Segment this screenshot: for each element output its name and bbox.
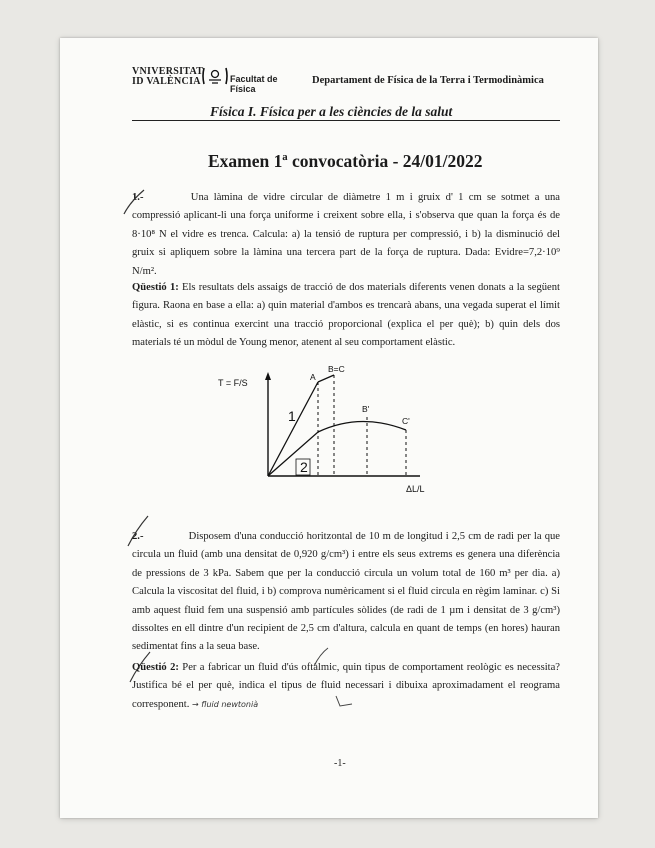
point-label-C-prime: C' xyxy=(402,416,410,426)
handwritten-check-mark-icon xyxy=(312,646,332,668)
exam-page xyxy=(60,38,598,818)
curve-1-yield xyxy=(318,375,334,382)
course-title: Física I. Física per a les ciències de la salut xyxy=(210,104,453,119)
exam-title: Examen 1ª convocatòria - 24/01/2022 xyxy=(208,151,483,171)
question-1-text: Els resultats dels assaigs de tracció de dos materials diferents venen donats a la següent figura. Raona en base a ella: a) quin material d'ambos es trencarà abans, una vegada superat el límit elàstic, si es continua exercint una tracció proporcional (explica el per què); b) quin dels dos materials té un mòdul de Young menor, atenent al seu comportament elàstic. xyxy=(132,282,560,349)
problem-2-text: Disposem d'una conducció horitzontal de 10 m de longitud i 2,5 cm de radi per la que circula un fluid (amb una densitat de 0,920 g/cm³) i entre els seus extrems es genera una diferència de pressions de 3 kPa. Sabem que per la conducció circula un volum total de 160 m³ per dia. a) Calcula la viscositat del fluid, i b) comprova numèricament si el fluid circula en règim laminar. c) Si amb aquest fluid fem una suspensió amb partícules sòlides (de radi de 1 µm i densitat de 3 g/cm³) dissoltes en ell dintre d'un recipient de 2,5 cm d'altura, calcula en quant de temps (en hores) hauran sedimentat fins a la seua base. xyxy=(132,531,561,653)
point-label-BC: B=C xyxy=(328,366,345,374)
curve-2 xyxy=(268,421,406,476)
faculty-name: Facultat de Física xyxy=(230,74,278,94)
curve-2-label: 2 xyxy=(300,459,308,475)
point-label-B-prime: B' xyxy=(362,404,370,414)
point-label-A: A xyxy=(310,372,316,382)
department-name: Departament de Física de la Terra i Termodinàmica xyxy=(312,75,544,86)
stress-strain-figure xyxy=(210,366,460,496)
faculty-crest-icon xyxy=(202,66,228,86)
problem-2-number: 2.- xyxy=(132,531,144,542)
header-rule xyxy=(132,120,560,121)
handwritten-check-mark-icon xyxy=(334,692,354,710)
handwritten-slash-mark-icon xyxy=(126,650,156,684)
page-number: -1- xyxy=(334,758,346,769)
question-2-text: Per a fabricar un fluid d'ús oftàlmic, quin tipus de comportament reològic es necessita? Justifica bé el per què, indica el tipus de fluid necessari i dibuixa aproximadament el reograma corresponent. xyxy=(132,662,560,710)
question-2-label: Qüestió 2: xyxy=(132,662,179,673)
handwritten-note: → fluid newtonià xyxy=(192,699,259,709)
question-1-label: Qüestió 1: xyxy=(132,282,179,293)
problem-1 xyxy=(132,189,560,281)
problem-1-number: 1.- xyxy=(132,192,144,203)
x-axis-label: ΔL/L xyxy=(406,484,425,494)
curve-1-label: 1 xyxy=(288,408,296,424)
curve-1 xyxy=(268,382,318,476)
y-axis-label: T = F/S xyxy=(218,378,248,388)
university-name: VNIVERSITAT ID VALÈNCIA xyxy=(132,66,204,87)
question-1 xyxy=(132,279,560,353)
problem-2 xyxy=(132,528,560,657)
university-logo xyxy=(132,64,287,94)
handwritten-slash-mark-icon xyxy=(120,188,150,218)
handwritten-slash-mark-icon xyxy=(124,514,154,548)
y-axis-arrow-icon xyxy=(265,372,271,380)
problem-1-text: Una làmina de vidre circular de diàmetre 1 m i gruix d' 1 cm se sotmet a una compressió aplicant-li una força uniforme i creixent sobre ella, i s'observa que quan la força és de 8·10⁸ N el vidre es trenca. Calcula: a) la tensió de ruptura per compressió, i b) la disminució del gruix si apliquem sobre la làmina una tercera part de la força de ruptura. Dada: Evidre=7,2·10⁹ N/m². xyxy=(132,192,560,277)
